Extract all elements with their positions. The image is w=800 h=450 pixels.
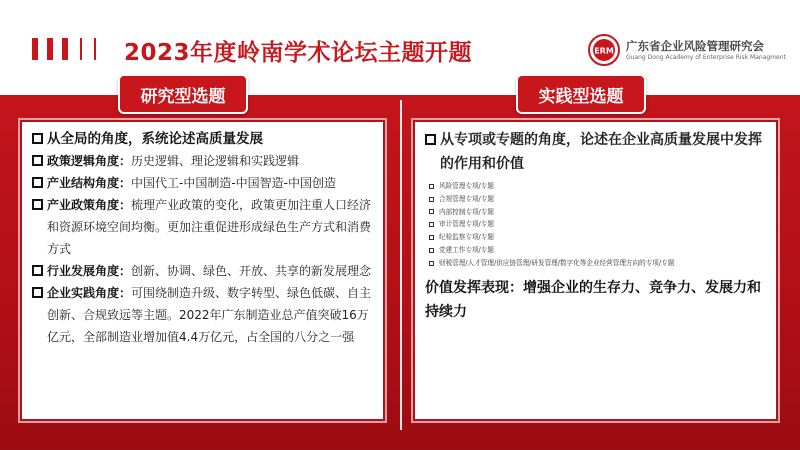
topic-text: 纪检监察专项/专题 bbox=[439, 233, 494, 242]
practice-heading bbox=[425, 128, 768, 176]
item-text: 中国代工-中国制造-中国智造-中国创造 bbox=[131, 176, 337, 190]
item-label: 产业结构角度： bbox=[47, 176, 132, 190]
center-divider bbox=[400, 100, 402, 430]
checkbox-square-icon bbox=[32, 133, 43, 144]
practice-panel bbox=[413, 120, 778, 421]
checkbox-square-icon bbox=[32, 287, 43, 298]
svg-text:ERM: ERM bbox=[594, 46, 614, 56]
tab-practice-topics: 实践型选题 bbox=[516, 74, 646, 114]
list-item bbox=[32, 282, 375, 348]
item-label: 政策逻辑角度： bbox=[47, 154, 132, 168]
topic-item bbox=[429, 244, 768, 257]
topic-item bbox=[429, 218, 768, 231]
decor-bar bbox=[80, 38, 82, 60]
erm-logo-icon bbox=[588, 34, 620, 66]
checkbox-square-icon bbox=[425, 134, 436, 145]
value-statement: 价值发挥表现：增强企业的生存力、竞争力、发展力和持续力 bbox=[425, 279, 761, 320]
org-name-en: Guang Dong Academy of Enterprise Risk Managment bbox=[626, 54, 786, 61]
list-item bbox=[32, 260, 375, 282]
checkbox-square-icon bbox=[32, 199, 43, 210]
topic-item bbox=[429, 193, 768, 206]
small-square-icon bbox=[429, 235, 434, 240]
practice-heading-text: 从专项或专题的角度，论述在企业高质量发展中发挥的作用和价值 bbox=[440, 132, 762, 172]
item-text: 历史逻辑、理论逻辑和实践逻辑 bbox=[131, 154, 300, 168]
topic-item bbox=[429, 180, 768, 193]
org-name-cn: 广东省企业风险管理研究会 bbox=[626, 39, 764, 53]
research-panel bbox=[20, 120, 385, 421]
item-text: 梳理产业政策的变化，政策更加注重人口经济和资源环境空间均衡。更加注重促进形成绿色生产方式和消费方式 bbox=[47, 198, 372, 256]
small-square-icon bbox=[429, 184, 434, 189]
checkbox-square-icon bbox=[32, 177, 43, 188]
list-item bbox=[32, 150, 375, 172]
research-heading bbox=[32, 128, 375, 150]
topic-text: 审计管理专项/专题 bbox=[439, 220, 494, 229]
title-decoration-bars bbox=[32, 38, 96, 60]
topic-item bbox=[429, 206, 768, 219]
topic-text: 风险管理专项/专题 bbox=[439, 182, 494, 190]
topic-item bbox=[429, 257, 768, 270]
topic-item bbox=[429, 231, 768, 244]
checkbox-square-icon bbox=[32, 155, 43, 166]
item-text: 创新、协调、绿色、开放、共享的新发展理念 bbox=[131, 264, 372, 278]
checkbox-square-icon bbox=[32, 265, 43, 276]
tab-research-topics: 研究型选题 bbox=[118, 74, 248, 114]
small-square-icon bbox=[429, 222, 434, 227]
small-square-icon bbox=[429, 248, 434, 253]
small-square-icon bbox=[429, 197, 434, 202]
topic-text: 合规管理专项/专题 bbox=[439, 194, 494, 203]
topic-list bbox=[425, 180, 768, 270]
page-title: 2023年度岭南学术论坛主题开题 bbox=[124, 40, 473, 66]
topic-text: 财税管理/人才管理/供应链管理/研发管理/数字化等企业经营管理方向的专项/专题 bbox=[439, 258, 675, 267]
decor-bar bbox=[47, 38, 53, 60]
list-item bbox=[32, 194, 375, 260]
item-label: 产业政策角度： bbox=[47, 198, 132, 212]
decor-bar bbox=[62, 38, 68, 60]
item-text: 可围绕制造升级、数字转型、绿色低碳、自主创新、合规致远等主题。2022年广东制造业总产值突破16万亿元，全部制造业增加值4.4万亿元，占全国的八分之一强 bbox=[47, 286, 372, 344]
list-item bbox=[32, 172, 375, 194]
small-square-icon bbox=[429, 261, 434, 266]
item-label: 企业实践角度： bbox=[47, 286, 132, 300]
small-square-icon bbox=[429, 209, 434, 214]
research-heading-text: 从全局的角度，系统论述高质量发展 bbox=[47, 131, 263, 147]
item-label: 行业发展角度： bbox=[47, 264, 132, 278]
decor-bar bbox=[32, 38, 38, 60]
decor-bar bbox=[94, 38, 96, 60]
topic-text: 内部控制专项/专题 bbox=[439, 207, 494, 216]
topic-text: 党建工作专项/专题 bbox=[439, 245, 494, 254]
